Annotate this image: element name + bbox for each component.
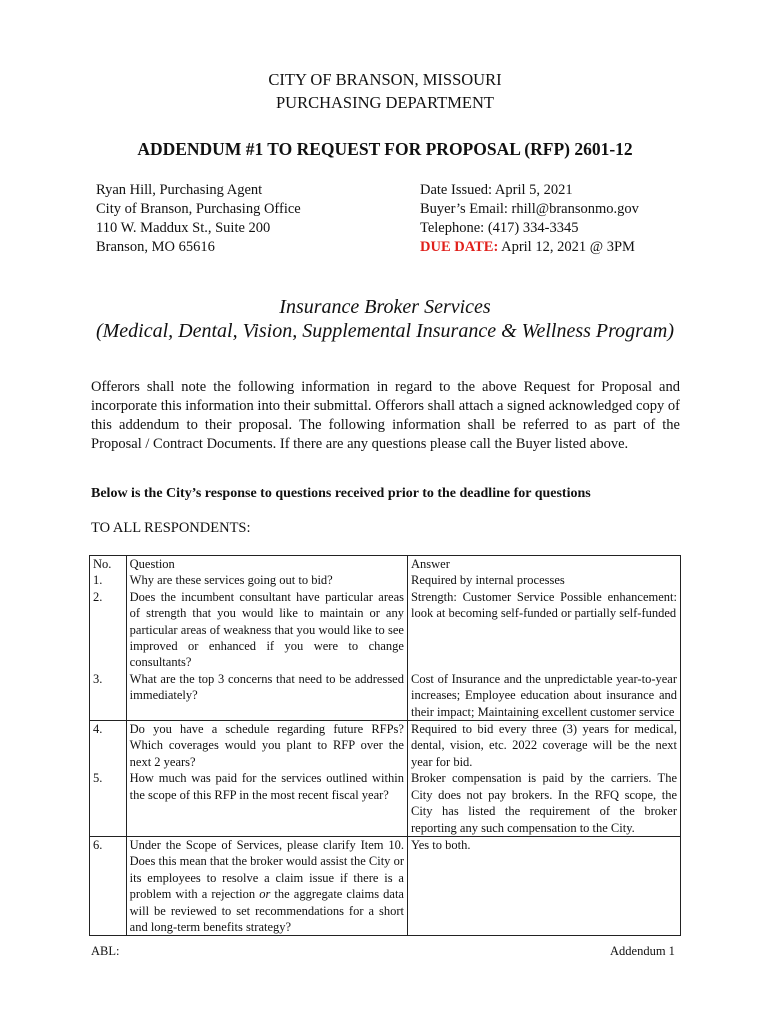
header-no: No. (90, 556, 127, 573)
header-answer: Answer (407, 556, 680, 573)
table-row (90, 589, 681, 671)
buyer-telephone: Telephone: (417) 334-3345 (420, 220, 579, 236)
question-emphasis: or (259, 887, 271, 902)
due-date (420, 238, 639, 257)
header-question: Question (126, 556, 407, 573)
agent-city-state: Branson, MO 65616 (96, 239, 215, 255)
agent-office: City of Branson, Purchasing Office (96, 201, 301, 217)
intro-paragraph: Offerors shall note the following information in regard to the above Request for Proposal and incorporate this information into their submittal. Offerors shall attach a signed acknowledged copy of this addendum to their proposal. The following information shall be referred to as part of the Proposal / Contract Documents. If there are any questions please call the Buyer listed above. (91, 379, 680, 452)
agent-street: 110 W. Maddux St., Suite 200 (96, 220, 271, 236)
table-header-row (90, 556, 681, 573)
row-number: 1. (90, 572, 127, 588)
due-date-value: April 12, 2021 @ 3PM (498, 239, 635, 255)
date-issued: Date Issued: April 5, 2021 (420, 182, 573, 198)
contact-left (96, 181, 301, 257)
row-answer: Cost of Insurance and the unpredictable year-to-year increases; Employee education about insurance and their impact; Maintaining excellent customer service (407, 671, 680, 721)
city-heading: CITY OF BRANSON, MISSOURI (268, 70, 502, 89)
row-question: Do you have a schedule regarding future RFPs? Which coverages would you plant to RFP over the next 2 years? (126, 721, 407, 771)
table-row (90, 721, 681, 771)
row-question: Why are these services going out to bid? (126, 572, 407, 588)
row-answer: Required to bid every three (3) years for medical, dental, vision, etc. 2022 coverage will be the next year for bid. (407, 721, 680, 771)
table-row (90, 836, 681, 935)
row-answer: Required by internal processes (407, 572, 680, 588)
row-number: 4. (90, 721, 127, 771)
service-title: Insurance Broker Services (279, 296, 491, 318)
row-question: Does the incumbent consultant have particular areas of strength that you would like to maintain or any particular areas of weakness that you would like to see improved or enhanced if you were to change consultants? (126, 589, 407, 671)
row-answer: Yes to both. (407, 836, 680, 935)
due-date-label: DUE DATE: (420, 239, 499, 255)
department-heading: PURCHASING DEPARTMENT (276, 93, 494, 112)
buyer-email: Buyer’s Email: rhill@bransonmo.gov (420, 201, 639, 217)
response-heading: Below is the City’s response to questions received prior to the deadline for questions (91, 486, 591, 501)
question-text: the aggregate claims data will be reviewed to set recommendations for a short and long-term benefits strategy? (129, 887, 404, 934)
to-all-respondents: TO ALL RESPONDENTS: (91, 520, 251, 536)
footer-page-label: Addendum 1 (610, 944, 675, 958)
qa-table (89, 555, 681, 936)
contact-right (420, 181, 639, 257)
table-row (90, 572, 681, 588)
row-answer: Strength: Customer Service Possible enhancement: look at becoming self-funded or partially self-funded (407, 589, 680, 671)
row-question (126, 836, 407, 935)
row-number: 5. (90, 770, 127, 836)
row-answer: Broker compensation is paid by the carriers. The City does not pay brokers. In the RFQ scope, the City has listed the requirement of the broker reporting any such compensation to the City. (407, 770, 680, 836)
question-text: Under the Scope of Services, please clarify Item 10. Does this mean that the broker would assist the City or its employees to resolve a claim issue if there is a problem with a rejection (129, 837, 404, 902)
table-row (90, 770, 681, 836)
addendum-title: ADDENDUM #1 TO REQUEST FOR PROPOSAL (RFP) 2601-12 (137, 139, 633, 159)
row-number: 6. (90, 836, 127, 935)
row-question: What are the top 3 concerns that need to be addressed immediately? (126, 671, 407, 721)
table-row (90, 671, 681, 721)
service-subtitle: (Medical, Dental, Vision, Supplemental Insurance & Wellness Program) (95, 320, 675, 342)
row-number: 3. (90, 671, 127, 721)
row-question: How much was paid for the services outlined within the scope of this RFP in the most recent fiscal year? (126, 770, 407, 836)
footer-abl: ABL: (91, 944, 120, 958)
row-number: 2. (90, 589, 127, 671)
agent-name: Ryan Hill, Purchasing Agent (96, 182, 263, 198)
